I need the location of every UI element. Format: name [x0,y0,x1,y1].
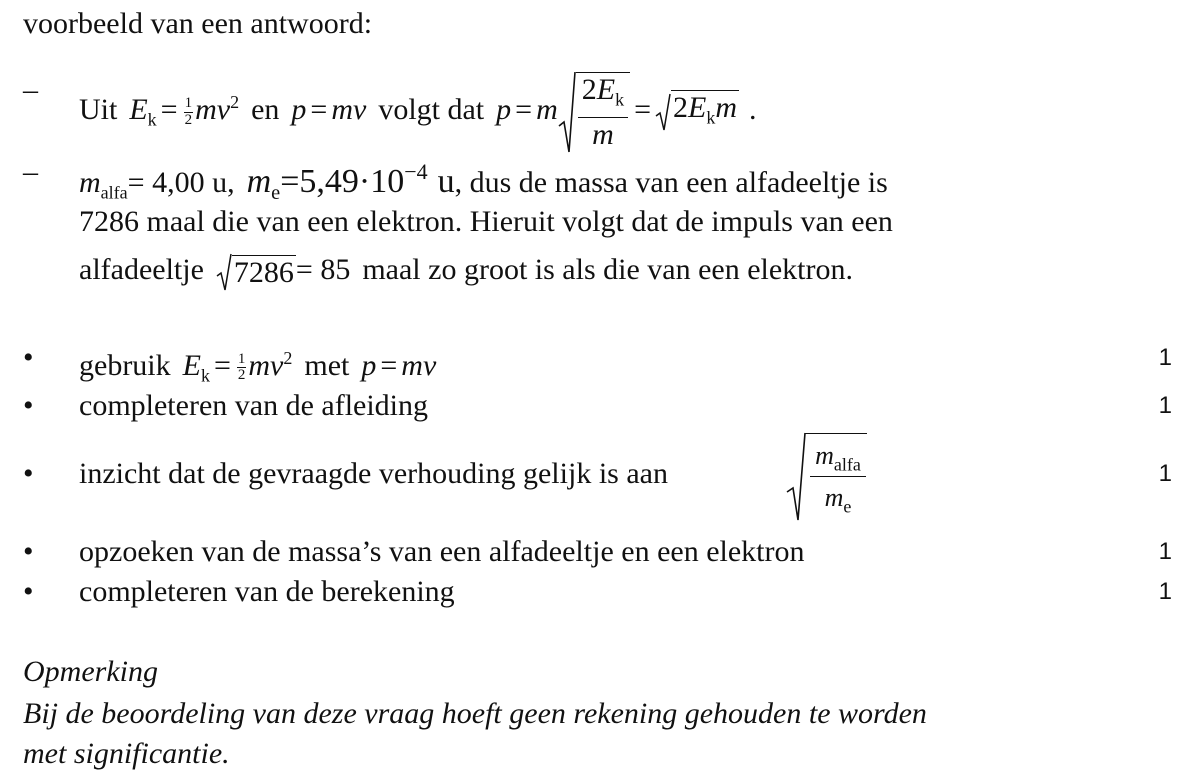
m-e-unit: u [437,163,455,201]
note-line-2: met significantie. [23,737,230,770]
formula-p-mv: p = mv [291,92,367,126]
criterion-item [23,338,1172,386]
criterion-item [23,532,1172,572]
note-line-1: Bij de beoordeling van deze vraag hoeft geen rekening gehouden te worden [23,697,927,730]
answer-step-2 [23,152,1158,205]
criterion-item [23,572,1172,612]
m-e-value: =5,49·10 [280,163,405,201]
formula-ek: $E_k$ = $\frac{1}{2}$ $mv^2$ [182,348,293,386]
criterion-points: 1 [1158,538,1172,565]
criterion-text [79,454,668,494]
intro-line [23,4,1158,44]
formula-ek: $E_k$ = $\frac{1}{2}$ $mv^2$ [129,92,240,130]
sqrt-2ekm: $2E_km$ [655,90,739,134]
sqrt-7286 [216,250,296,292]
bullet-marker: • [23,389,34,422]
step-2-line-3-text [79,250,853,292]
criterion-1-mid: met [304,348,350,382]
m-e-exponent: −4 [404,159,428,184]
note-heading: Opmerking [23,655,158,688]
dash-marker: – [23,155,38,188]
m-alfa-value: = 4,00 u, [127,166,235,200]
criterion-text: completeren van de afleiding [79,389,429,422]
answer-step-2-line-3 [23,250,1158,290]
dash-marker: – [23,73,38,106]
answer-step-2-line-2 [23,202,1158,242]
bullet-marker: • [23,341,34,374]
criterion-text: opzoeken van de massa’s van een alfadeeltje en een elektron [79,535,805,568]
symbol-m-alfa: $m_{alfa}$ [79,166,128,203]
step-1-text: Uit $E_k$ = $\frac{1}{2}$ $mv^2$ en p = mv volgt dat p = m $\frac{2E_k}{m}$ = $2E_km$ . [79,70,756,154]
answer-page: voorbeeld van een antwoord: – Uit $E_k$ = $\frac{1}{2}$ $mv^2$ en p = mv volgt dat p = m $\frac{2E_k}{m}$ = $2E_km$ . – $m_{alfa}= 4,00$ u, $m_e=5,49\cdot 10^{-4}$ u, dus de massa van een alfadeeltje is 7286 maal die van een elektron. Hieruit volgt dat de impuls van een alfadeeltje 7286= 85 maal zo groot is als die van een elektron. • gebruik $E_k$ = $\frac{1}{2}$ $mv^2$ met p = mv 1 • completeren van de afleiding 1 • inzicht dat de gevraagde verhouding gelijk is aan 1 $m_{alfa}$ $m_e$ • opzoeken van de massa’s van een alfadeeltje en een elektron 1 • completeren van de berekening 1 Opmerking Bij de beoordeling van deze vraag hoeft geen rekening gehouden te worden met significantie. [0,0,1180,782]
bullet-marker: • [23,535,34,568]
criterion-points: 1 [1158,578,1172,605]
step-1-en: en [251,92,280,126]
root-sign-icon [655,92,671,132]
criterion-3-text: inzicht dat de gevraagde verhouding gelijk is aan [79,457,668,490]
step-2-line-3-eq: = 85 [295,253,351,286]
formula-p-root: p = m [496,92,558,126]
root-sign-icon [216,252,232,292]
step-2-tail: , dus de massa van een alfadeeltje is [454,166,888,200]
criterion-text: completeren van de berekening [79,575,455,608]
root-sign-icon [558,70,576,154]
intro-text: voorbeeld van een antwoord: [23,7,373,40]
step-1-period: . [748,92,757,126]
step-1-uit: Uit [79,92,118,126]
step-1-volgt: volgt dat [378,92,485,126]
root-sign-icon [786,430,806,522]
criterion-item [23,454,1172,494]
criterion-points: 1 [1158,344,1172,371]
bullet-marker: • [23,457,34,490]
sqrt-2ek-over-m: $\frac{2E_k}{m}$ [558,70,630,154]
criterion-item [23,386,1172,426]
sqrt-7286-value: 7286 [233,255,294,289]
criterion-points: 1 [1158,392,1172,419]
formula-p-mv: p = mv [361,348,437,382]
step-2-line-3-end: maal zo groot is als die van een elektron. [362,253,854,286]
criterion-points: 1 [1158,460,1172,487]
step-2-line-3-start: alfadeeltje [79,253,204,286]
step-2-line-2-text: 7286 maal die van een elektron. Hieruit volgt dat de impuls van een [79,205,893,238]
answer-step-1 [23,70,1158,151]
symbol-m-e: $m_e$ [246,163,281,205]
criterion-1-before: gebruik [79,348,171,382]
bullet-marker: • [23,575,34,608]
